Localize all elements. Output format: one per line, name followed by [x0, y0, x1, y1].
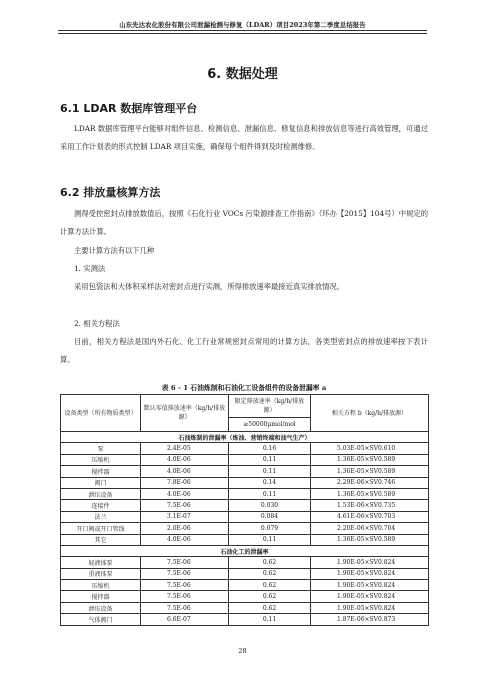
- method-2-title: 2. 相关方程法: [74, 319, 120, 328]
- cell-limit: 0.62: [229, 557, 311, 568]
- cell-limit: 0.62: [229, 568, 311, 579]
- cell-equation: 4.61E-06×SV0.703: [311, 511, 429, 522]
- cell-equation: 1.90E-05×SV0.824: [311, 580, 429, 591]
- cell-type: 搅拌器: [61, 466, 141, 477]
- cell-equation: 1.90E-05×SV0.824: [311, 602, 429, 613]
- cell-type: 轻液体泵: [61, 557, 141, 568]
- header-rule-thin: [58, 33, 427, 34]
- cell-equation: 2.29E-06×SV0.746: [311, 477, 429, 488]
- chapter-title: 6. 数据处理: [207, 67, 278, 82]
- header-default-zero-rate: 默认零值排放速率（kg/h/排放源）: [141, 395, 229, 432]
- cell-equation: 1.90E-05×SV0.824: [311, 591, 429, 602]
- cell-type: 泵: [61, 443, 141, 454]
- cell-limit: 0.62: [229, 602, 311, 613]
- leak-rate-table: [60, 394, 429, 626]
- table-caption: 表 6 - 1 石油炼制和石油化工设备组件的设备泄漏率 a: [161, 384, 327, 392]
- cell-limit: 0.62: [229, 580, 311, 591]
- table-row: [61, 602, 429, 613]
- cell-default: 7.5E-06: [141, 602, 229, 613]
- paragraph-measurement-method: 采用包袋法和大体积采样法对密封点进行实测，所得排放速率最接近真实排放情况。: [74, 282, 344, 291]
- cell-default: 7.5E-06: [141, 591, 229, 602]
- cell-limit: 0.62: [229, 591, 311, 602]
- cell-default: 6.6E-07: [141, 614, 229, 625]
- paragraph-correlation-method: 目前，相关方程法是国内外石化、化工行业常规密封点常用的计算方法，各类型密封点的排放速率按下表计算。: [60, 337, 428, 364]
- header-rule-thick: [58, 30, 427, 31]
- table-row: [61, 614, 429, 625]
- table-row: [61, 500, 429, 511]
- table-row: [61, 568, 429, 579]
- cell-default: 7.5E-06: [141, 568, 229, 579]
- cell-default: 7.5E-06: [141, 500, 229, 511]
- cell-type: 压缩机: [61, 580, 141, 591]
- cell-type: 重液体泵: [61, 568, 141, 579]
- cell-limit: 0.11: [229, 488, 311, 499]
- cell-default: 7.5E-06: [141, 580, 229, 591]
- cell-equation: 1.90E-05×SV0.824: [311, 557, 429, 568]
- cell-default: 4.0E-06: [141, 488, 229, 499]
- cell-equation: 2.20E-06×SV0.704: [311, 523, 429, 534]
- cell-equation: 1.53E-06×SV0.735: [311, 500, 429, 511]
- header-limited-rate: 限定排放速率（kg/h/排放源）: [229, 395, 311, 418]
- cell-limit: 0.11: [229, 454, 311, 465]
- cell-equation: 1.90E-05×SV0.824: [311, 568, 429, 579]
- cell-default: 4.0E-06: [141, 454, 229, 465]
- cell-limit: 0.11: [229, 466, 311, 477]
- cell-equation: 5.03E-05×SV0.610: [311, 443, 429, 454]
- cell-type: 连接件: [61, 500, 141, 511]
- cell-type: 阀门: [61, 477, 141, 488]
- table-row: [61, 443, 429, 454]
- table-row: [61, 534, 429, 545]
- cell-default: 7.5E-06: [141, 557, 229, 568]
- paragraph-calculation-basis: 测得受控密封点排放数值后，按照《石化行业 VOCs 污染源排查工作指南》（环办【2015】104号）中规定的计算方法计算。: [60, 209, 428, 236]
- paragraph-ldar-platform: LDAR 数据库管理平台能够对组件信息、检测信息、泄漏信息、修复信息和排放信息等进行高效管理，可通过采用工作计划表的形式控制 LDAR 项目实施，确保每个组件得到及时检测维修。: [60, 124, 428, 151]
- header-correlation-equation: 相关方程 b（kg/h/排放源）: [311, 395, 429, 432]
- cell-limit: 0.079: [229, 523, 311, 534]
- table-row: [61, 557, 429, 568]
- cell-type: 泄压设备: [61, 602, 141, 613]
- cell-equation: 1.87E-06×SV0.873: [311, 614, 429, 625]
- cell-default: 4.0E-06: [141, 466, 229, 477]
- page-number: 28: [238, 647, 247, 655]
- cell-limit: 0.030: [229, 500, 311, 511]
- cell-default: 2.0E-06: [141, 523, 229, 534]
- table-row: [61, 523, 429, 534]
- cell-equation: 1.36E-05×SV0.589: [311, 488, 429, 499]
- table-row: [61, 488, 429, 499]
- table-row: [61, 511, 429, 522]
- cell-type: 法兰: [61, 511, 141, 522]
- cell-equation: 1.36E-05×SV0.589: [311, 466, 429, 477]
- cell-limit: 0.14: [229, 477, 311, 488]
- cell-default: 7.8E-06: [141, 477, 229, 488]
- running-header: 山东先达农化股份有限公司泄漏检测与修复（LDAR）项目2023年第二季度总结报告: [119, 21, 366, 29]
- table-group-petrochemical: 石油化工的泄漏率: [61, 545, 429, 556]
- cell-limit: 0.11: [229, 534, 311, 545]
- table-row: [61, 477, 429, 488]
- cell-type: 其它: [61, 534, 141, 545]
- table-row: [61, 591, 429, 602]
- header-equipment-type: 设备类型（所有物质类型）: [61, 395, 141, 432]
- methods-intro: 主要计算方法有以下几种: [74, 246, 155, 255]
- cell-type: 压缩机: [61, 454, 141, 465]
- cell-equation: 1.36E-05×SV0.589: [311, 454, 429, 465]
- cell-default: 4.0E-06: [141, 534, 229, 545]
- cell-type: 气体阀门: [61, 614, 141, 625]
- table-row: [61, 454, 429, 465]
- cell-type: 泄压设备: [61, 488, 141, 499]
- header-limited-rate-threshold: ≥50000μmol/mol: [229, 418, 311, 432]
- table-group-refining: 石油炼制的泄漏率（炼油、营销终端和油气生产）: [61, 432, 429, 443]
- cell-limit: 0.11: [229, 614, 311, 625]
- table-row: [61, 580, 429, 591]
- table-row: [61, 466, 429, 477]
- cell-default: 3.1E-07: [141, 511, 229, 522]
- section-title-6-1: 6.1 LDAR 数据库管理平台: [60, 102, 198, 115]
- cell-equation: 1.36E-05×SV0.589: [311, 534, 429, 545]
- cell-limit: 0.084: [229, 511, 311, 522]
- cell-limit: 0.16: [229, 443, 311, 454]
- cell-default: 2.4E-05: [141, 443, 229, 454]
- cell-type: 搅拌器: [61, 591, 141, 602]
- method-1-title: 1. 实测法: [74, 264, 106, 273]
- section-title-6-2: 6.2 排放量核算方法: [60, 186, 161, 199]
- cell-type: 开口阀或开口管线: [61, 523, 141, 534]
